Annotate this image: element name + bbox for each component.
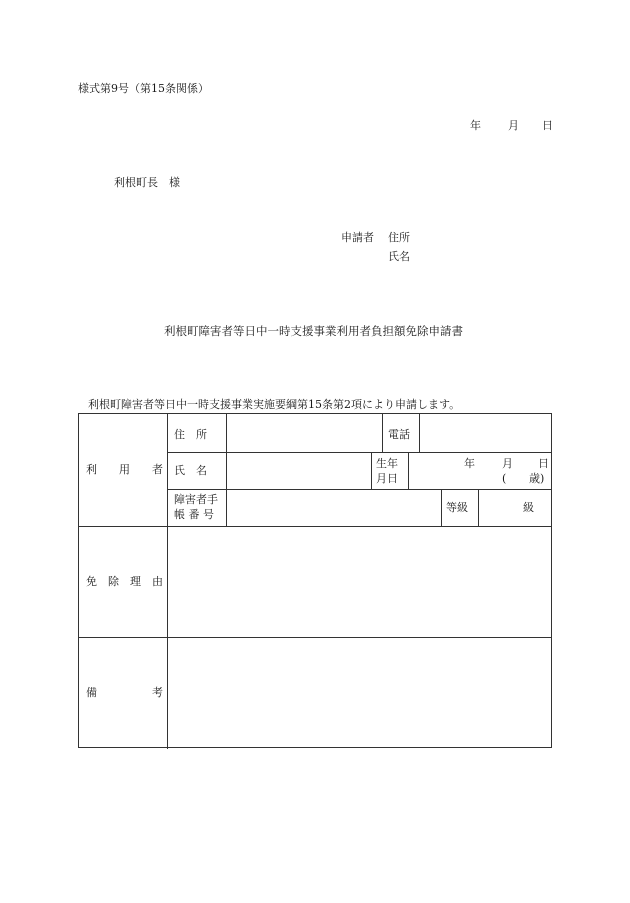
remarks-field[interactable]	[169, 639, 551, 747]
handbook-label-line1: 障害者手	[174, 493, 218, 506]
date-day-label: 日	[542, 119, 553, 132]
grade-unit-label: 級	[523, 501, 534, 514]
phone-field[interactable]	[421, 416, 549, 450]
intro-text: 利根町障害者等日中一時支援事業実施要綱第15条第2項により申請します。	[88, 398, 461, 411]
reason-field[interactable]	[169, 528, 551, 635]
age-unit-label: 歳)	[529, 472, 545, 485]
grade-label: 等級	[446, 501, 468, 514]
form-number: 様式第9号（第15条関係）	[78, 82, 209, 95]
remarks-label-left: 備	[86, 686, 97, 699]
address-field[interactable]	[228, 416, 380, 450]
birth-label-line2: 月日	[376, 472, 398, 485]
handbook-number-field[interactable]	[228, 491, 439, 524]
applicant-name-label: 氏名	[388, 250, 410, 263]
remarks-label-right: 考	[152, 686, 163, 699]
applicant-address-label: 住所	[388, 231, 410, 244]
date-year-label: 年	[470, 119, 481, 132]
phone-label: 電話	[388, 428, 410, 441]
reason-label: 免 除 理 由	[86, 575, 163, 588]
birth-label-line1: 生年	[376, 457, 398, 470]
applicant-label: 申請者	[341, 231, 374, 244]
document-title: 利根町障害者等日中一時支援事業利用者負担額免除申請書	[164, 324, 463, 338]
birth-day-label: 日	[538, 457, 549, 470]
date-month-label: 月	[508, 119, 519, 132]
birth-year-label: 年	[464, 457, 475, 470]
age-open-paren: (	[502, 472, 507, 485]
birth-month-label: 月	[502, 457, 513, 470]
handbook-label-line2: 帳 番 号	[174, 508, 214, 521]
addressee: 利根町長 様	[114, 176, 180, 189]
application-table	[78, 413, 552, 748]
name-label: 氏 名	[174, 464, 207, 477]
user-label: 利 用 者	[86, 463, 163, 476]
address-label: 住 所	[174, 428, 207, 441]
name-field[interactable]	[228, 454, 369, 487]
